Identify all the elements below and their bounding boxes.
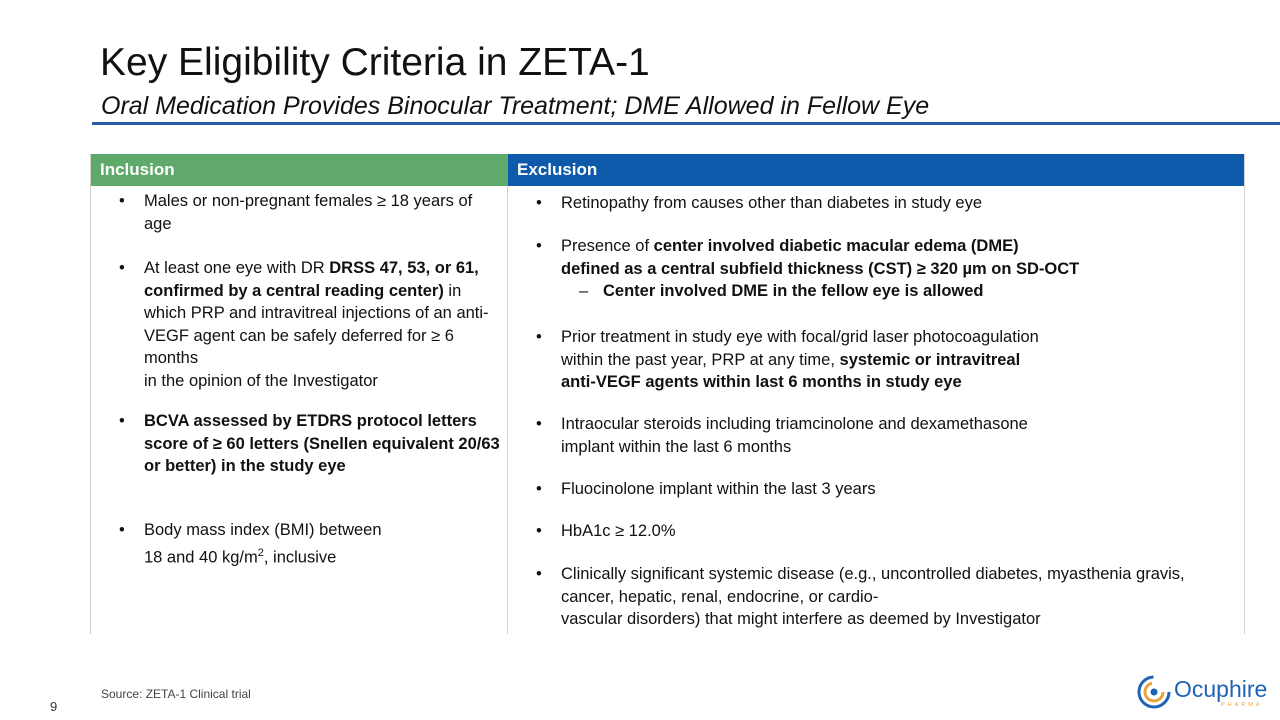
item-text: implant within the last 6 months bbox=[561, 437, 792, 456]
exclusion-item bbox=[536, 563, 1241, 631]
bullet: • bbox=[119, 521, 125, 539]
bullet: • bbox=[536, 328, 542, 346]
item-text: At least one eye with DR bbox=[144, 259, 330, 277]
dash: – bbox=[579, 282, 589, 300]
exclusion-item bbox=[536, 520, 1241, 543]
item-bold-text: Center involved DME in the fellow eye is allowed bbox=[603, 282, 984, 300]
inclusion-item bbox=[119, 190, 502, 235]
item-text: Presence of bbox=[561, 237, 654, 255]
bullet: • bbox=[536, 237, 542, 255]
page-number: 9 bbox=[50, 699, 58, 714]
superscript: 2 bbox=[257, 546, 264, 559]
item-bold-text: anti-VEGF agents within last 6 months in study eye bbox=[561, 373, 962, 391]
exclusion-item bbox=[536, 413, 1241, 458]
ocuphire-logo bbox=[1136, 672, 1268, 712]
bullet: • bbox=[536, 565, 542, 583]
item-text: HbA1c ≥ 12.0% bbox=[561, 522, 676, 540]
item-text: in the opinion of the Investigator bbox=[144, 371, 378, 390]
bullet: • bbox=[536, 415, 542, 433]
item-text: 18 and 40 kg/m bbox=[144, 548, 258, 566]
logo-tagline: PHARMA bbox=[1221, 702, 1263, 708]
exclusion-item bbox=[536, 478, 1241, 501]
logo-wordmark: Ocuphire bbox=[1174, 676, 1268, 702]
item-bold-text: systemic or intravitreal bbox=[839, 350, 1021, 369]
column-divider bbox=[507, 186, 508, 634]
slide-title: Key Eligibility Criteria in ZETA-1 bbox=[100, 41, 650, 84]
item-bold-text: center involved diabetic macular edema (DME) bbox=[653, 237, 1019, 255]
item-bold-text: defined as a central subfield thickness (CST) ≥ 320 µm on SD-OCT bbox=[561, 259, 1080, 278]
inclusion-item bbox=[119, 257, 502, 392]
item-text: vascular disorders) that might interfere as deemed by Investigator bbox=[561, 610, 1041, 628]
exclusion-item bbox=[536, 192, 1241, 215]
item-text: , inclusive bbox=[263, 548, 337, 566]
sub-item bbox=[579, 280, 1241, 303]
eye-logo-icon bbox=[1136, 672, 1174, 712]
item-bold-text: DRSS 47, 53, or 61, confirmed by a central reading center) bbox=[144, 259, 479, 300]
slide-subtitle: Oral Medication Provides Binocular Treatment; DME Allowed in Fellow Eye bbox=[101, 92, 930, 120]
inclusion-item bbox=[119, 519, 502, 569]
item-bold-text: BCVA assessed by ETDRS protocol letters score of ≥ 60 letters (Snellen equivalent 20/63 or better) in the study eye bbox=[144, 412, 500, 475]
item-text: Body mass index (BMI) between bbox=[144, 521, 382, 539]
bullet: • bbox=[119, 412, 125, 430]
item-text: Intraocular steroids including triamcinolone and dexamethasone bbox=[561, 415, 1028, 433]
bullet: • bbox=[536, 522, 542, 540]
inclusion-item bbox=[119, 410, 502, 478]
bullet: • bbox=[119, 192, 125, 210]
title-rule bbox=[92, 122, 1280, 125]
exclusion-item bbox=[536, 326, 1241, 394]
item-text: Fluocinolone implant within the last 3 years bbox=[561, 480, 876, 498]
item-text: within the past year, PRP at any time, bbox=[561, 350, 840, 369]
item-text: Retinopathy from causes other than diabetes in study eye bbox=[561, 194, 982, 212]
source-note: Source: ZETA-1 Clinical trial bbox=[101, 687, 251, 701]
item-text: Clinically significant systemic disease (e.g., uncontrolled diabetes, myasthenia gravis, cancer, hepatic, renal, endocrine, or cardio- bbox=[561, 565, 1185, 606]
bullet: • bbox=[536, 480, 542, 498]
exclusion-header: Exclusion bbox=[508, 154, 1244, 186]
bullet: • bbox=[119, 259, 125, 277]
item-text: in which PRP and intravitreal injections of an anti-VEGF agent can be safely deferred for ≥ 6 months bbox=[144, 281, 489, 367]
item-text: Prior treatment in study eye with focal/grid laser photocoagulation bbox=[561, 328, 1039, 346]
exclusion-item bbox=[536, 235, 1241, 303]
bullet: • bbox=[536, 194, 542, 212]
inclusion-header: Inclusion bbox=[91, 154, 508, 186]
criteria-table bbox=[90, 154, 1245, 634]
item-text: Males or non-pregnant females ≥ 18 years of age bbox=[144, 192, 473, 233]
